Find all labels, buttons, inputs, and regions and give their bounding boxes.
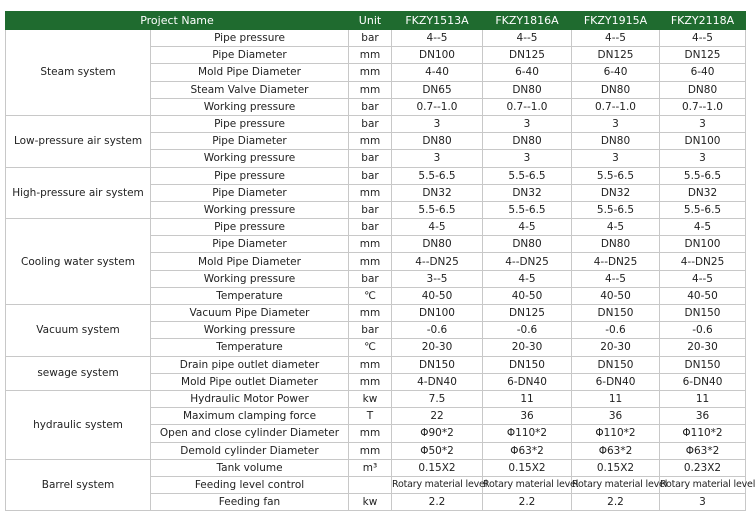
model-value-1: Rotary material level — [392, 476, 483, 493]
item-name: Pipe Diameter — [151, 47, 349, 64]
model-value-2: 5.5-6.5 — [483, 201, 572, 218]
model-value-1: 4-5 — [392, 219, 483, 236]
model-value-2: DN80 — [483, 236, 572, 253]
header-model-4: FKZY2118A — [660, 12, 746, 30]
model-value-4: 4-5 — [660, 219, 746, 236]
model-value-3: 3 — [572, 115, 660, 132]
model-value-2: DN125 — [483, 305, 572, 322]
unit-cell: bar — [349, 219, 392, 236]
model-value-2: DN32 — [483, 184, 572, 201]
model-value-3: 4--DN25 — [572, 253, 660, 270]
model-value-3: 4--5 — [572, 270, 660, 287]
model-value-4: 3 — [660, 494, 746, 511]
model-value-1: 22 — [392, 408, 483, 425]
model-value-4: 3 — [660, 115, 746, 132]
model-value-1: 2.2 — [392, 494, 483, 511]
model-value-1: Φ90*2 — [392, 425, 483, 442]
model-value-4: Φ110*2 — [660, 425, 746, 442]
model-value-3: Rotary material level — [572, 476, 660, 493]
table-row — [6, 390, 746, 407]
model-value-3: DN80 — [572, 236, 660, 253]
item-name: Temperature — [151, 287, 349, 304]
unit-cell: kw — [349, 494, 392, 511]
model-value-4: 0.23X2 — [660, 459, 746, 476]
model-value-2: 5.5-6.5 — [483, 167, 572, 184]
header-model-2: FKZY1816A — [483, 12, 572, 30]
model-value-3: Φ63*2 — [572, 442, 660, 459]
model-value-2: Φ110*2 — [483, 425, 572, 442]
model-value-4: 20-30 — [660, 339, 746, 356]
item-name: Tank volume — [151, 459, 349, 476]
item-name: Mold Pipe outlet Diameter — [151, 373, 349, 390]
model-value-3: 0.7--1.0 — [572, 98, 660, 115]
model-value-4: 4--5 — [660, 270, 746, 287]
system-group-name: Vacuum system — [6, 305, 151, 357]
header-unit: Unit — [349, 12, 392, 30]
item-name: Working pressure — [151, 270, 349, 287]
model-value-2: 6-DN40 — [483, 373, 572, 390]
model-value-4: DN100 — [660, 133, 746, 150]
spec-table — [5, 11, 755, 511]
system-group-name: Low-pressure air system — [6, 115, 151, 167]
unit-cell — [349, 476, 392, 493]
model-value-3: 6-DN40 — [572, 373, 660, 390]
table-row — [6, 219, 746, 236]
model-value-2: 2.2 — [483, 494, 572, 511]
unit-cell: m³ — [349, 459, 392, 476]
model-value-1: 3 — [392, 115, 483, 132]
unit-cell: mm — [349, 442, 392, 459]
model-value-3: 5.5-6.5 — [572, 167, 660, 184]
model-value-4: DN125 — [660, 47, 746, 64]
model-value-4: 4--DN25 — [660, 253, 746, 270]
unit-cell: ℃ — [349, 287, 392, 304]
item-name: Working pressure — [151, 201, 349, 218]
header-project-name: Project Name — [6, 12, 349, 30]
system-group-name: High-pressure air system — [6, 167, 151, 219]
unit-cell: ℃ — [349, 339, 392, 356]
unit-cell: T — [349, 408, 392, 425]
model-value-2: 4--DN25 — [483, 253, 572, 270]
unit-cell: bar — [349, 201, 392, 218]
model-value-2: 11 — [483, 390, 572, 407]
system-group-name: hydraulic system — [6, 390, 151, 459]
model-value-1: 20-30 — [392, 339, 483, 356]
model-value-2: 4--5 — [483, 30, 572, 47]
unit-cell: kw — [349, 390, 392, 407]
model-value-2: DN150 — [483, 356, 572, 373]
model-value-4: DN150 — [660, 356, 746, 373]
table-row — [6, 356, 746, 373]
item-name: Pipe pressure — [151, 115, 349, 132]
model-value-2: DN80 — [483, 133, 572, 150]
model-value-1: 0.7--1.0 — [392, 98, 483, 115]
model-value-1: 4--5 — [392, 30, 483, 47]
model-value-3: DN125 — [572, 47, 660, 64]
unit-cell: bar — [349, 115, 392, 132]
model-value-3: 3 — [572, 150, 660, 167]
unit-cell: bar — [349, 270, 392, 287]
model-value-1: DN150 — [392, 356, 483, 373]
model-value-1: DN80 — [392, 236, 483, 253]
model-value-4: -0.6 — [660, 322, 746, 339]
model-value-2: 4-5 — [483, 270, 572, 287]
system-group-name: Cooling water system — [6, 219, 151, 305]
model-value-1: DN65 — [392, 81, 483, 98]
model-value-1: DN80 — [392, 133, 483, 150]
model-value-4: DN100 — [660, 236, 746, 253]
model-value-1: 3--5 — [392, 270, 483, 287]
model-value-4: 40-50 — [660, 287, 746, 304]
model-value-4: 11 — [660, 390, 746, 407]
model-value-3: 40-50 — [572, 287, 660, 304]
model-value-3: DN150 — [572, 305, 660, 322]
item-name: Feeding fan — [151, 494, 349, 511]
model-value-4: DN80 — [660, 81, 746, 98]
header-row — [6, 12, 746, 30]
model-value-2: 6-40 — [483, 64, 572, 81]
model-value-1: Φ50*2 — [392, 442, 483, 459]
model-value-3: 6-40 — [572, 64, 660, 81]
model-value-4: DN32 — [660, 184, 746, 201]
model-value-1: 0.15X2 — [392, 459, 483, 476]
item-name: Temperature — [151, 339, 349, 356]
unit-cell: mm — [349, 64, 392, 81]
model-value-4: 5.5-6.5 — [660, 201, 746, 218]
table-row — [6, 115, 746, 132]
model-value-4: DN150 — [660, 305, 746, 322]
table-row — [6, 305, 746, 322]
unit-cell: mm — [349, 184, 392, 201]
model-value-4: Rotary material level — [660, 476, 746, 493]
model-value-1: DN100 — [392, 47, 483, 64]
model-value-1: -0.6 — [392, 322, 483, 339]
model-value-3: 11 — [572, 390, 660, 407]
model-value-3: 2.2 — [572, 494, 660, 511]
model-value-3: -0.6 — [572, 322, 660, 339]
model-value-3: 4-5 — [572, 219, 660, 236]
model-value-2: Φ63*2 — [483, 442, 572, 459]
item-name: Steam Valve Diameter — [151, 81, 349, 98]
item-name: Working pressure — [151, 150, 349, 167]
model-value-4: 6-40 — [660, 64, 746, 81]
model-value-1: 40-50 — [392, 287, 483, 304]
system-group-name: sewage system — [6, 356, 151, 390]
unit-cell: mm — [349, 373, 392, 390]
header-model-1: FKZY1513A — [392, 12, 483, 30]
item-name: Maximum clamping force — [151, 408, 349, 425]
header-model-3: FKZY1915A — [572, 12, 660, 30]
unit-cell: bar — [349, 30, 392, 47]
model-value-2: 3 — [483, 150, 572, 167]
model-value-4: 36 — [660, 408, 746, 425]
model-value-4: 4--5 — [660, 30, 746, 47]
model-value-2: -0.6 — [483, 322, 572, 339]
model-value-1: 4-40 — [392, 64, 483, 81]
model-value-3: DN80 — [572, 81, 660, 98]
item-name: Pipe Diameter — [151, 236, 349, 253]
system-group-name: Steam system — [6, 30, 151, 116]
model-value-3: DN150 — [572, 356, 660, 373]
item-name: Mold Pipe Diameter — [151, 64, 349, 81]
unit-cell: bar — [349, 167, 392, 184]
unit-cell: bar — [349, 98, 392, 115]
model-value-1: 7.5 — [392, 390, 483, 407]
model-value-3: DN80 — [572, 133, 660, 150]
unit-cell: mm — [349, 253, 392, 270]
model-value-3: 36 — [572, 408, 660, 425]
item-name: Pipe Diameter — [151, 133, 349, 150]
unit-cell: mm — [349, 47, 392, 64]
item-name: Pipe Diameter — [151, 184, 349, 201]
item-name: Vacuum Pipe Diameter — [151, 305, 349, 322]
system-group-name: Barrel system — [6, 459, 151, 511]
model-value-1: 4--DN25 — [392, 253, 483, 270]
unit-cell: mm — [349, 425, 392, 442]
unit-cell: mm — [349, 356, 392, 373]
unit-cell: bar — [349, 150, 392, 167]
model-value-3: 4--5 — [572, 30, 660, 47]
model-value-2: 0.15X2 — [483, 459, 572, 476]
model-value-3: 5.5-6.5 — [572, 201, 660, 218]
model-value-2: DN80 — [483, 81, 572, 98]
unit-cell: mm — [349, 133, 392, 150]
model-value-3: 0.15X2 — [572, 459, 660, 476]
model-value-1: 5.5-6.5 — [392, 201, 483, 218]
item-name: Open and close cylinder Diameter — [151, 425, 349, 442]
model-value-2: 4-5 — [483, 219, 572, 236]
model-value-4: 0.7--1.0 — [660, 98, 746, 115]
model-value-2: 40-50 — [483, 287, 572, 304]
model-value-2: 3 — [483, 115, 572, 132]
item-name: Hydraulic Motor Power — [151, 390, 349, 407]
item-name: Pipe pressure — [151, 30, 349, 47]
model-value-4: 3 — [660, 150, 746, 167]
unit-cell: bar — [349, 322, 392, 339]
table-row — [6, 167, 746, 184]
item-name: Demold cylinder Diameter — [151, 442, 349, 459]
item-name: Feeding level control — [151, 476, 349, 493]
unit-cell: mm — [349, 81, 392, 98]
item-name: Mold Pipe Diameter — [151, 253, 349, 270]
model-value-2: 36 — [483, 408, 572, 425]
model-value-3: Φ110*2 — [572, 425, 660, 442]
item-name: Working pressure — [151, 98, 349, 115]
unit-cell: mm — [349, 305, 392, 322]
model-value-3: 20-30 — [572, 339, 660, 356]
item-name: Pipe pressure — [151, 219, 349, 236]
table-row — [6, 30, 746, 47]
model-value-2: 0.7--1.0 — [483, 98, 572, 115]
model-value-2: DN125 — [483, 47, 572, 64]
item-name: Pipe pressure — [151, 167, 349, 184]
item-name: Drain pipe outlet diameter — [151, 356, 349, 373]
model-value-1: DN100 — [392, 305, 483, 322]
table-row — [6, 459, 746, 476]
model-value-2: 20-30 — [483, 339, 572, 356]
model-value-4: 6-DN40 — [660, 373, 746, 390]
unit-cell: mm — [349, 236, 392, 253]
spec-body — [6, 30, 755, 511]
model-value-1: DN32 — [392, 184, 483, 201]
model-value-1: 4-DN40 — [392, 373, 483, 390]
model-value-1: 3 — [392, 150, 483, 167]
item-name: Working pressure — [151, 322, 349, 339]
model-value-2: Rotary material level — [483, 476, 572, 493]
model-value-1: 5.5-6.5 — [392, 167, 483, 184]
model-value-3: DN32 — [572, 184, 660, 201]
model-value-4: 5.5-6.5 — [660, 167, 746, 184]
model-value-4: Φ63*2 — [660, 442, 746, 459]
